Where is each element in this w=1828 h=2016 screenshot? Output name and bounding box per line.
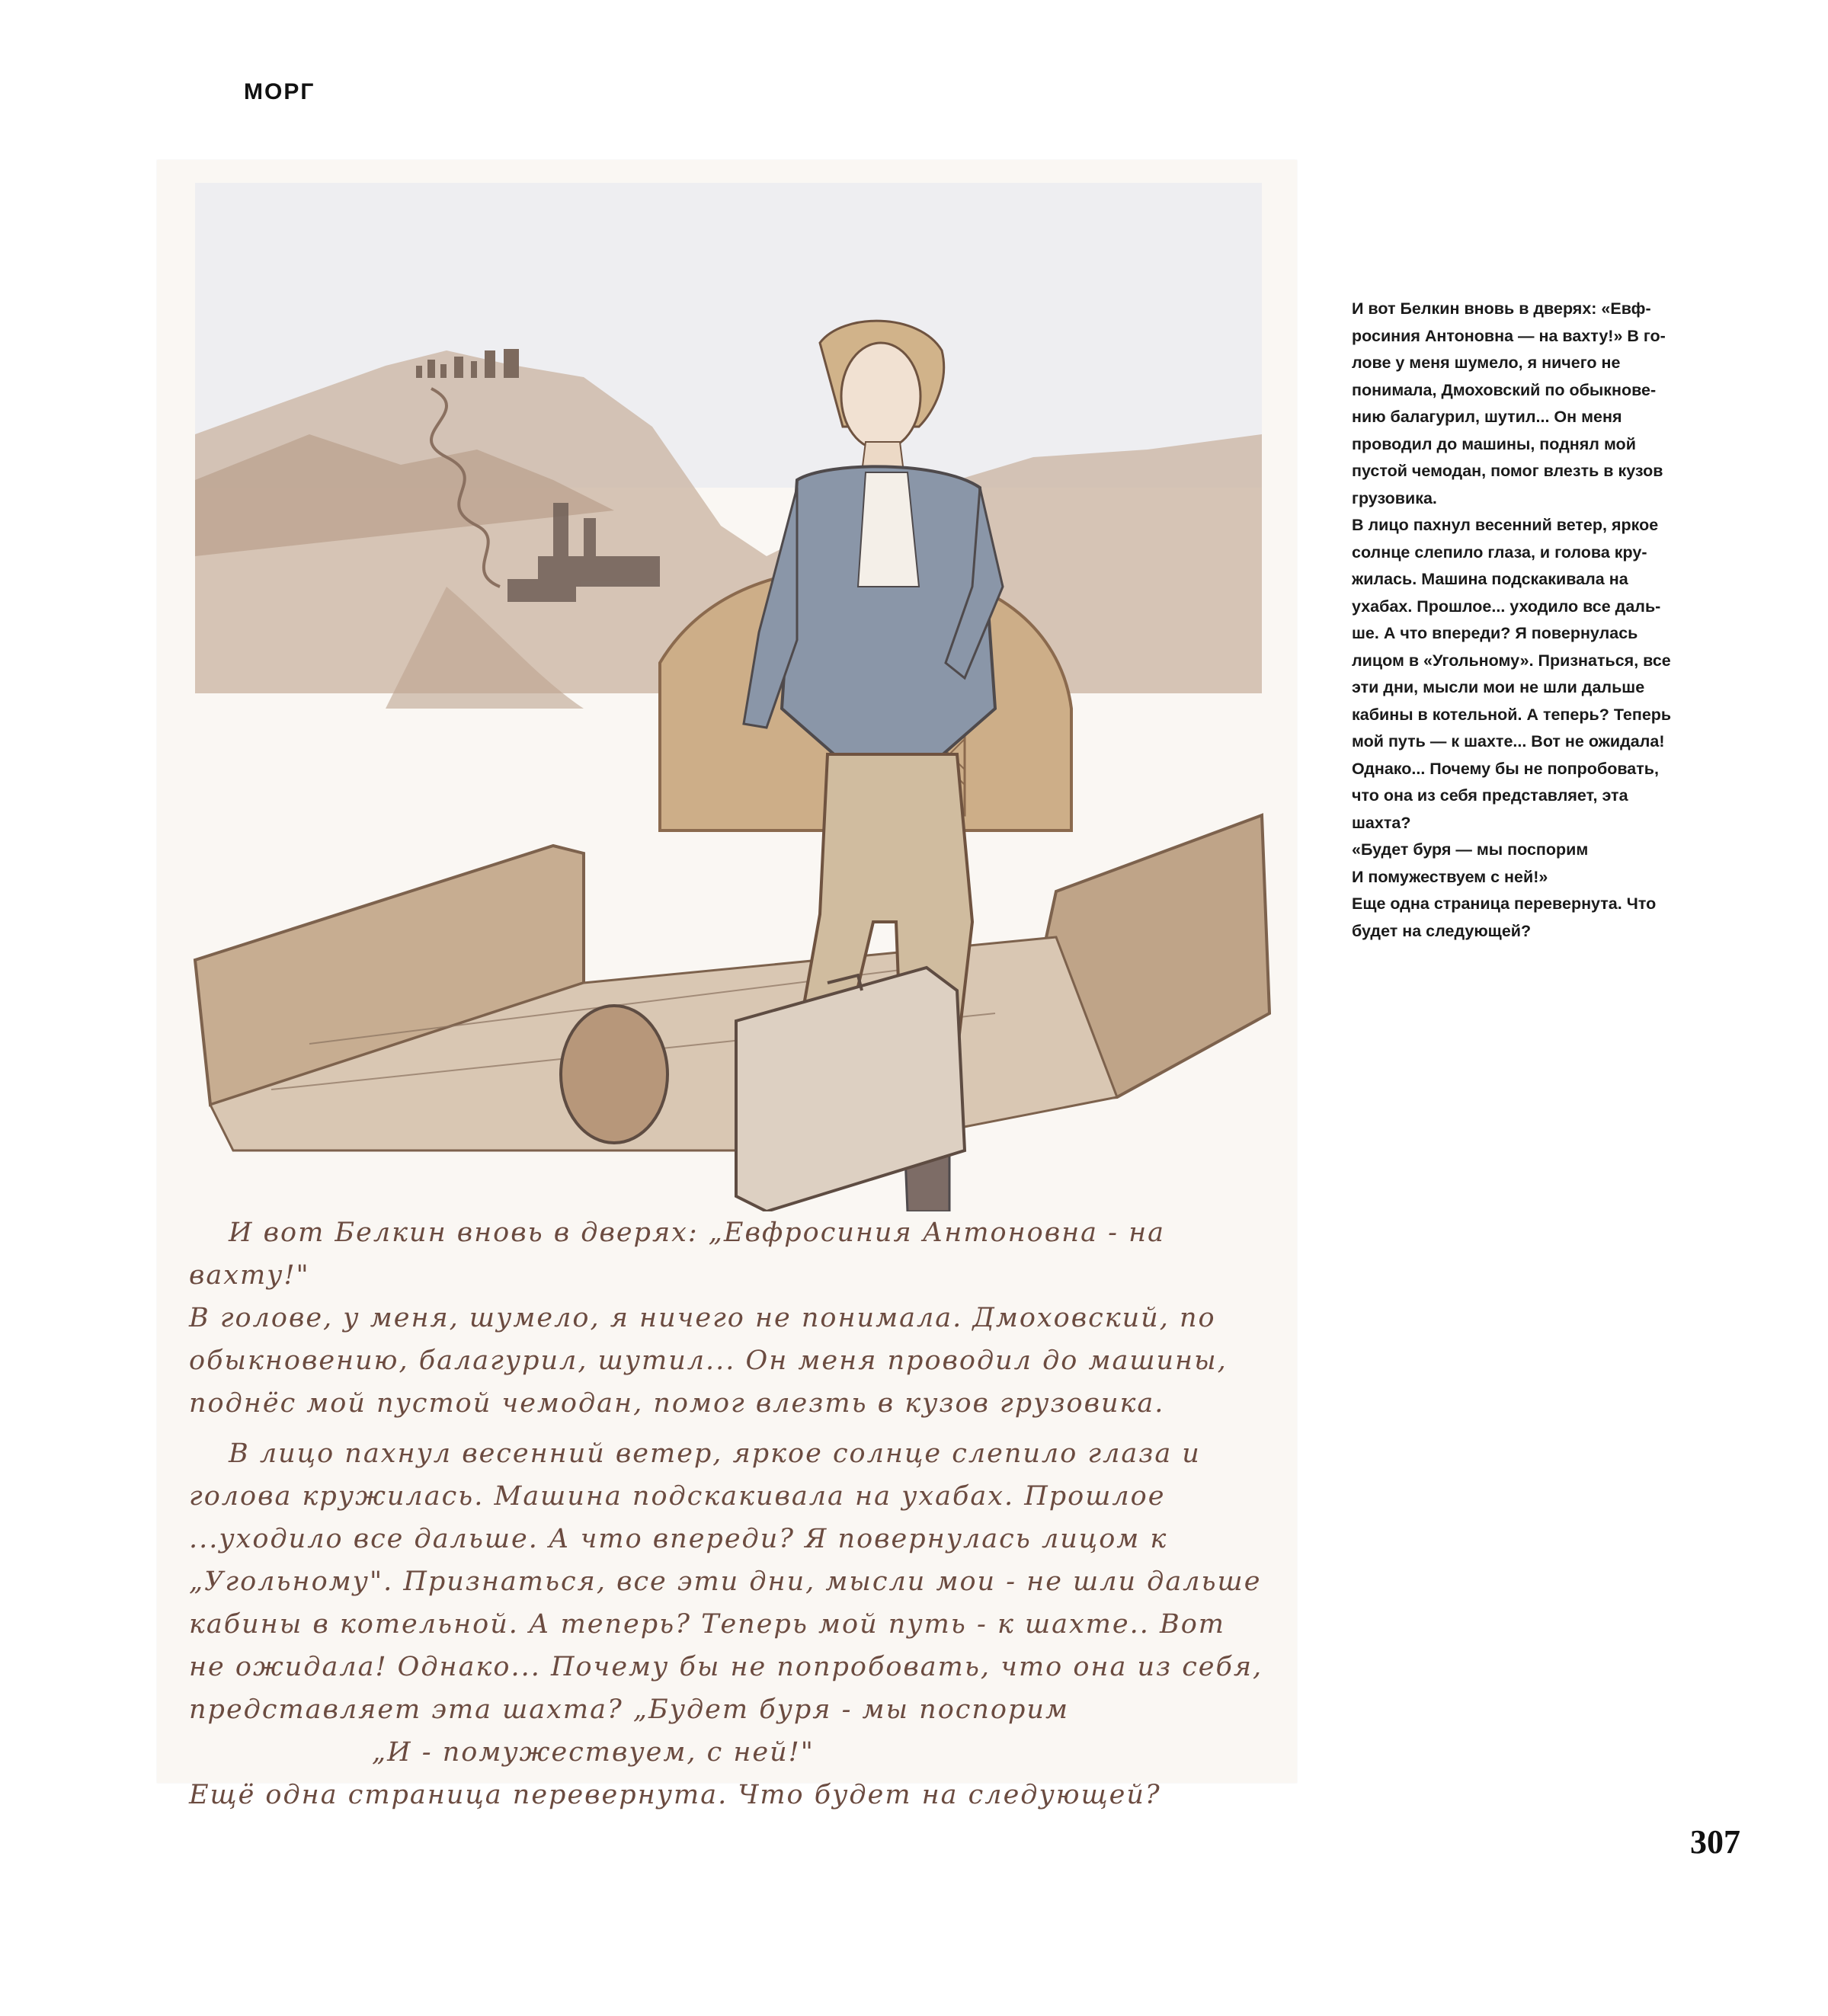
handwritten-line: И вот Белкин вновь в дверях: „Евфросиния Антоновна - на вахту!" <box>189 1218 1165 1291</box>
text-line: нию балагурил, шутил... Он меня <box>1352 408 1622 426</box>
text-line: И помужествуем с ней!» <box>1352 867 1548 886</box>
handwritten-line: В лицо пахнул весенний ветер, яркое солнце слепило глаза и голова кружилась. Машина подскакивала на ухабах. Прошлое ...уходило все дальше. А что впереди? Я повернулась лицом к „Угольному". Признаться, все эти дни, мысли мои - не шли дальше кабины в котельной. А теперь? Теперь мой путь - к шахте.. Вот не ожидала! Однако... Почему бы не попробовать, что она из себя, представляет эта шахта? „Будет буря - мы поспорим <box>189 1438 1263 1725</box>
text-line: «Будет буря — мы поспорим <box>1352 840 1589 859</box>
handwritten-line: В голове, у меня, шумело, я ничего не понимала. Дмоховский, по обыкновению, балагурил, шутил... Он меня проводил до машины, поднёс мой пустой чемодан, помог влезть в кузов грузовика. <box>189 1303 1228 1419</box>
text-line: проводил до машины, поднял мой <box>1352 434 1636 453</box>
text-line: лове у меня шумело, я ничего не <box>1352 354 1621 372</box>
text-line: Еще одна страница перевернута. Что <box>1352 894 1657 913</box>
running-head: МОРГ <box>244 79 315 104</box>
text-line: И вот Белкин вновь в дверях: «Евф- <box>1352 299 1651 318</box>
text-line: кабины в котельной. А теперь? Теперь <box>1352 705 1672 724</box>
text-line: эти дни, мысли мои не шли дальше <box>1352 678 1645 696</box>
handwritten-caption <box>189 1211 1271 1816</box>
text-line: Однако... Почему бы не попробовать, <box>1352 759 1659 778</box>
text-line: ухабах. Прошлое... уходило все даль- <box>1352 597 1661 616</box>
text-line: лицом в «Угольному». Признаться, все <box>1352 651 1671 670</box>
bundle <box>561 1006 667 1143</box>
text-line: ше. А что впереди? Я повернулась <box>1352 624 1638 642</box>
handwritten-line: „И - помужествуем, с ней!" <box>372 1737 815 1768</box>
text-line: росиния Антоновна — на вахту!» В го- <box>1352 326 1666 345</box>
text-line: В лицо пахнул весенний ветер, яркое <box>1352 516 1659 534</box>
handwritten-line: Ещё одна страница перевернута. Что будет на следующей? <box>189 1780 1161 1810</box>
text-line: шахта? <box>1352 813 1411 832</box>
sketch-drawing <box>157 160 1297 1211</box>
text-line: понимала, Дмоховский по обыкнове- <box>1352 380 1657 399</box>
text-line: что она из себя представляет, эта <box>1352 786 1628 805</box>
woman-face <box>841 343 920 450</box>
text-line: солнце слепило глаза, и голова кру- <box>1352 542 1647 562</box>
text-line: жилась. Машина подскакивала на <box>1352 570 1628 588</box>
text-line: мой путь — к шахте... Вот не ожидала! <box>1352 732 1665 750</box>
text-line: пустой чемодан, помог влезть в кузов <box>1352 462 1663 480</box>
woman-shirt <box>858 472 919 587</box>
illustration-plate <box>157 160 1297 1810</box>
text-line: будет на следующей? <box>1352 921 1532 940</box>
body-text <box>1352 296 1733 945</box>
page-number: 307 <box>1690 1823 1740 1861</box>
text-line: грузовика. <box>1352 488 1437 507</box>
